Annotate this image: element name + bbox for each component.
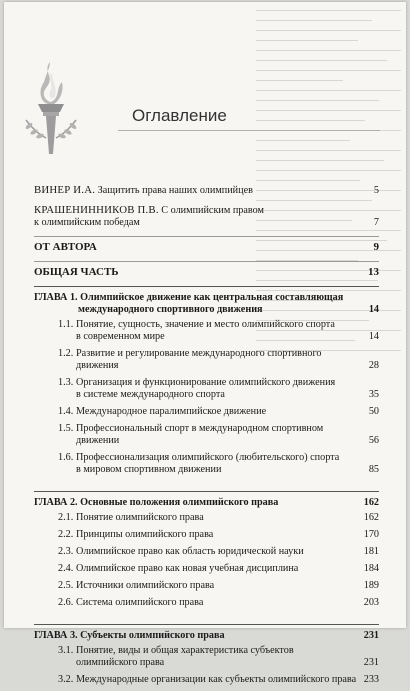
toc-item[interactable]: [34, 512, 379, 524]
section-title: ОБЩАЯ ЧАСТЬ: [34, 266, 119, 278]
entry-title: Защитить права наших олимпийцев: [97, 185, 253, 196]
item-number: 1.2.: [58, 348, 74, 359]
page-number: 5: [373, 185, 379, 196]
toc-item[interactable]: [34, 546, 379, 558]
item-title: Международные организации как субъекты олимпийского права: [76, 674, 357, 685]
page-number: 231: [363, 630, 379, 641]
chapter-rule: [34, 624, 379, 625]
toc-chapter-3[interactable]: [34, 630, 379, 642]
page-number: 14: [368, 331, 379, 342]
toc-item[interactable]: [34, 319, 379, 343]
toc-chapter-2[interactable]: [34, 497, 379, 509]
chapter-title: ГЛАВА 2. Основные положения олимпийского права: [34, 497, 279, 508]
item-title: Понятие олимпийского права: [76, 512, 204, 523]
item-number: 2.2.: [58, 529, 74, 540]
item-title-continued: движения: [76, 360, 119, 371]
toc-item[interactable]: [34, 580, 379, 592]
section-title: ОТ АВТОРА: [34, 241, 97, 253]
item-number: 1.3.: [58, 377, 74, 388]
toc-item[interactable]: [34, 645, 379, 669]
author-name: КРАШЕНИННИКОВ П.В.: [34, 204, 159, 216]
item-title: Профессиональный спорт в международном спортивном: [76, 423, 324, 434]
item-number: 1.4.: [58, 406, 74, 417]
item-number: 3.1.: [58, 645, 74, 656]
item-title-continued: в мировом спортивном движении: [76, 464, 222, 475]
item-title: Система олимпийского права: [76, 597, 204, 608]
page-number: 35: [368, 389, 379, 400]
page-number: 14: [368, 304, 379, 315]
item-title: Олимпийское право как область юридической науки: [76, 546, 304, 557]
page-number: 181: [363, 546, 379, 557]
toc-item[interactable]: [34, 406, 379, 418]
title-underline: [118, 130, 380, 131]
page-number: 231: [363, 657, 379, 668]
item-number: 3.2.: [58, 674, 74, 685]
toc-chapter-1[interactable]: [34, 292, 379, 316]
page-number: 162: [363, 497, 379, 508]
item-number: 2.1.: [58, 512, 74, 523]
page-number: 162: [363, 512, 379, 523]
entry-title: С олимпийским правом: [161, 205, 264, 216]
toc-item[interactable]: [34, 563, 379, 575]
toc-entry-author[interactable]: [34, 184, 379, 197]
chapter-rule: [34, 286, 379, 287]
chapter-rule: [34, 491, 379, 492]
toc-section[interactable]: [34, 241, 379, 253]
page-number: 233: [363, 674, 379, 685]
chapter-title: ГЛАВА 1. Олимпийское движение как центральная составляющая: [34, 292, 344, 303]
divider: [34, 261, 379, 262]
author-name: ВИНЕР И.А.: [34, 184, 96, 196]
item-title: Источники олимпийского права: [76, 580, 215, 591]
page-number: 13: [368, 266, 379, 278]
item-title: Международное паралимпийское движение: [76, 406, 267, 417]
page-number: 189: [363, 580, 379, 591]
entry-title-continued: к олимпийским победам: [34, 217, 140, 228]
item-title: Развитие и регулирование международного спортивного: [76, 348, 322, 359]
toc-item[interactable]: [34, 348, 379, 372]
item-title: Организация и функционирование олимпийского движения: [76, 377, 336, 388]
chapter-title: ГЛАВА 3. Субъекты олимпийского права: [34, 630, 225, 641]
item-title: Понятие, виды и общая характеристика субъектов: [76, 645, 294, 656]
item-number: 1.6.: [58, 452, 74, 463]
toc-item[interactable]: [34, 529, 379, 541]
item-number: 1.1.: [58, 319, 74, 330]
toc-item[interactable]: [34, 452, 379, 476]
item-title-continued: в системе международного спорта: [76, 389, 225, 400]
page-number: 85: [368, 464, 379, 475]
item-title-continued: движении: [76, 435, 120, 446]
toc-item[interactable]: [34, 377, 379, 401]
item-number: 2.5.: [58, 580, 74, 591]
item-number: 2.6.: [58, 597, 74, 608]
toc-item[interactable]: [34, 423, 379, 447]
item-number: 2.4.: [58, 563, 74, 574]
item-number: 2.3.: [58, 546, 74, 557]
toc-section[interactable]: [34, 266, 379, 278]
page-number: 7: [373, 217, 379, 228]
page-title: Оглавление: [132, 106, 227, 125]
page-number: 56: [368, 435, 379, 446]
table-of-contents: [34, 184, 379, 691]
page-number: 50: [368, 406, 379, 417]
item-title: Понятие, сущность, значение и место олимпийского спорта: [76, 319, 335, 330]
item-title: Принципы олимпийского права: [76, 529, 214, 540]
divider: [34, 236, 379, 237]
item-title-continued: в современном мире: [76, 331, 165, 342]
item-number: 1.5.: [58, 423, 74, 434]
toc-item[interactable]: [34, 597, 379, 609]
page-number: 203: [363, 597, 379, 608]
item-title-continued: олимпийского права: [76, 657, 165, 668]
olympic-torch-icon: [20, 58, 82, 158]
page-number: 9: [373, 241, 379, 253]
toc-item[interactable]: [34, 674, 379, 686]
page-number: 184: [363, 563, 379, 574]
toc-entry-author[interactable]: [34, 204, 379, 229]
item-title: Олимпийское право как новая учебная дисциплина: [76, 563, 299, 574]
chapter-title-continued: международного спортивного движения: [78, 304, 263, 315]
item-title: Профессионализация олимпийского (любительского) спорта: [76, 452, 340, 463]
book-page: [4, 2, 406, 685]
page-number: 28: [368, 360, 379, 371]
page-number: 170: [363, 529, 379, 540]
